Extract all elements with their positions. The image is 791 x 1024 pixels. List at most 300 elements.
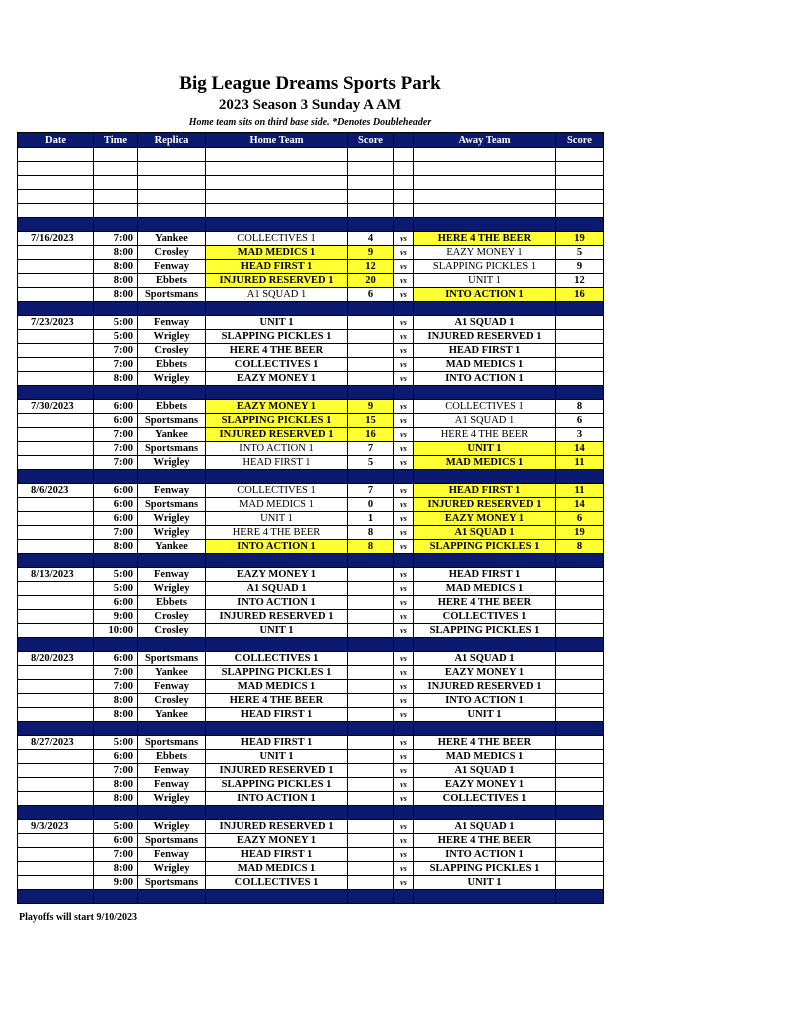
home-team-cell: HERE 4 THE BEER	[206, 344, 348, 358]
away-score-cell	[556, 708, 604, 722]
time-cell: 6:00	[94, 484, 138, 498]
vs-cell: vs	[394, 876, 414, 890]
replica-cell: Wrigley	[138, 512, 206, 526]
home-team-cell: INTO ACTION 1	[206, 792, 348, 806]
time-cell: 9:00	[94, 610, 138, 624]
table-row	[18, 288, 604, 302]
home-team-cell: INTO ACTION 1	[206, 596, 348, 610]
table-row	[18, 330, 604, 344]
blank-row	[18, 204, 604, 218]
separator-cell	[394, 554, 414, 568]
separator-cell	[556, 722, 604, 736]
separator-cell	[138, 890, 206, 904]
away-score-cell: 6	[556, 414, 604, 428]
away-score-cell	[556, 372, 604, 386]
home-score-cell: 15	[348, 414, 394, 428]
home-score-cell	[348, 792, 394, 806]
table-row	[18, 764, 604, 778]
date-cell	[18, 456, 94, 470]
away-score-cell	[556, 750, 604, 764]
home-score-cell: 9	[348, 246, 394, 260]
away-team-cell: HERE 4 THE BEER	[414, 428, 556, 442]
blank-cell	[94, 176, 138, 190]
vs-cell: vs	[394, 246, 414, 260]
date-cell	[18, 848, 94, 862]
vs-cell: vs	[394, 288, 414, 302]
schedule-body	[18, 148, 604, 904]
vs-cell: vs	[394, 834, 414, 848]
separator-cell	[556, 806, 604, 820]
separator-cell	[556, 638, 604, 652]
home-team-cell: INJURED RESERVED 1	[206, 428, 348, 442]
time-cell: 5:00	[94, 330, 138, 344]
away-score-cell	[556, 694, 604, 708]
home-team-cell: SLAPPING PICKLES 1	[206, 666, 348, 680]
time-cell: 6:00	[94, 512, 138, 526]
time-cell: 8:00	[94, 708, 138, 722]
replica-cell: Crosley	[138, 694, 206, 708]
vs-cell: vs	[394, 624, 414, 638]
vs-cell: vs	[394, 862, 414, 876]
blank-cell	[394, 204, 414, 218]
home-score-cell: 6	[348, 288, 394, 302]
separator-cell	[556, 470, 604, 484]
home-team-cell: MAD MEDICS 1	[206, 680, 348, 694]
replica-cell: Wrigley	[138, 792, 206, 806]
away-team-cell: A1 SQUAD 1	[414, 820, 556, 834]
away-team-cell: COLLECTIVES 1	[414, 610, 556, 624]
separator-cell	[206, 554, 348, 568]
date-cell	[18, 260, 94, 274]
time-cell: 10:00	[94, 624, 138, 638]
table-header-row	[18, 133, 604, 148]
away-score-cell	[556, 316, 604, 330]
table-row	[18, 414, 604, 428]
separator-cell	[94, 470, 138, 484]
separator-cell	[18, 218, 94, 232]
separator-cell	[414, 470, 556, 484]
date-cell	[18, 694, 94, 708]
blank-row	[18, 148, 604, 162]
separator-cell	[556, 554, 604, 568]
home-score-cell: 5	[348, 456, 394, 470]
time-cell: 8:00	[94, 246, 138, 260]
blank-cell	[18, 190, 94, 204]
away-team-cell: INTO ACTION 1	[414, 288, 556, 302]
home-team-cell: HEAD FIRST 1	[206, 456, 348, 470]
replica-cell: Ebbets	[138, 358, 206, 372]
table-row	[18, 694, 604, 708]
vs-cell: vs	[394, 232, 414, 246]
separator-cell	[18, 722, 94, 736]
table-row	[18, 708, 604, 722]
separator-cell	[394, 890, 414, 904]
time-cell: 7:00	[94, 232, 138, 246]
table-row	[18, 246, 604, 260]
table-row	[18, 274, 604, 288]
replica-cell: Yankee	[138, 428, 206, 442]
separator-cell	[348, 638, 394, 652]
time-cell: 9:00	[94, 876, 138, 890]
separator-cell	[206, 890, 348, 904]
vs-cell: vs	[394, 400, 414, 414]
week-separator	[18, 386, 604, 400]
date-cell	[18, 834, 94, 848]
away-score-cell: 5	[556, 246, 604, 260]
away-team-cell: HEAD FIRST 1	[414, 484, 556, 498]
home-team-cell: EAZY MONEY 1	[206, 372, 348, 386]
away-score-cell	[556, 736, 604, 750]
away-team-cell: UNIT 1	[414, 442, 556, 456]
home-score-cell	[348, 596, 394, 610]
vs-cell: vs	[394, 582, 414, 596]
home-score-cell	[348, 568, 394, 582]
date-cell	[18, 442, 94, 456]
home-team-cell: HERE 4 THE BEER	[206, 694, 348, 708]
week-separator	[18, 722, 604, 736]
column-header-time: Time	[94, 133, 138, 148]
home-team-cell: UNIT 1	[206, 624, 348, 638]
home-team-cell: COLLECTIVES 1	[206, 484, 348, 498]
table-row	[18, 232, 604, 246]
separator-cell	[138, 806, 206, 820]
away-score-cell	[556, 876, 604, 890]
separator-cell	[94, 554, 138, 568]
separator-cell	[18, 806, 94, 820]
away-score-cell	[556, 848, 604, 862]
home-score-cell	[348, 316, 394, 330]
home-score-cell: 7	[348, 484, 394, 498]
home-team-cell: SLAPPING PICKLES 1	[206, 414, 348, 428]
table-row	[18, 624, 604, 638]
vs-cell: vs	[394, 708, 414, 722]
date-cell	[18, 750, 94, 764]
blank-cell	[94, 162, 138, 176]
away-team-cell: SLAPPING PICKLES 1	[414, 540, 556, 554]
time-cell: 5:00	[94, 820, 138, 834]
separator-cell	[18, 302, 94, 316]
separator-cell	[348, 470, 394, 484]
date-cell: 7/23/2023	[18, 316, 94, 330]
table-row	[18, 484, 604, 498]
replica-cell: Yankee	[138, 232, 206, 246]
date-cell	[18, 610, 94, 624]
away-team-cell: INJURED RESERVED 1	[414, 498, 556, 512]
away-team-cell: EAZY MONEY 1	[414, 666, 556, 680]
time-cell: 8:00	[94, 260, 138, 274]
separator-cell	[138, 302, 206, 316]
separator-cell	[138, 638, 206, 652]
away-score-cell	[556, 596, 604, 610]
separator-cell	[18, 554, 94, 568]
table-row	[18, 666, 604, 680]
time-cell: 6:00	[94, 834, 138, 848]
separator-cell	[206, 806, 348, 820]
away-team-cell: EAZY MONEY 1	[414, 778, 556, 792]
column-header-vs	[394, 133, 414, 148]
blank-cell	[556, 190, 604, 204]
table-row	[18, 526, 604, 540]
separator-cell	[556, 218, 604, 232]
table-row	[18, 610, 604, 624]
separator-cell	[414, 218, 556, 232]
replica-cell: Crosley	[138, 344, 206, 358]
separator-cell	[556, 302, 604, 316]
home-team-cell: HEAD FIRST 1	[206, 708, 348, 722]
column-header-away-score: Score	[556, 133, 604, 148]
date-cell	[18, 596, 94, 610]
blank-cell	[556, 176, 604, 190]
replica-cell: Crosley	[138, 624, 206, 638]
away-team-cell: MAD MEDICS 1	[414, 582, 556, 596]
blank-cell	[414, 190, 556, 204]
replica-cell: Fenway	[138, 316, 206, 330]
home-score-cell	[348, 344, 394, 358]
column-header-replica: Replica	[138, 133, 206, 148]
date-cell	[18, 582, 94, 596]
table-row	[18, 400, 604, 414]
blank-cell	[348, 204, 394, 218]
vs-cell: vs	[394, 736, 414, 750]
replica-cell: Ebbets	[138, 400, 206, 414]
vs-cell: vs	[394, 316, 414, 330]
home-score-cell	[348, 624, 394, 638]
separator-cell	[206, 722, 348, 736]
table-row	[18, 344, 604, 358]
table-row	[18, 456, 604, 470]
table-row	[18, 778, 604, 792]
week-separator	[18, 302, 604, 316]
away-team-cell: INTO ACTION 1	[414, 372, 556, 386]
week-separator	[18, 554, 604, 568]
blank-cell	[556, 148, 604, 162]
column-header-home-team: Home Team	[206, 133, 348, 148]
time-cell: 7:00	[94, 442, 138, 456]
away-score-cell: 11	[556, 484, 604, 498]
blank-cell	[394, 190, 414, 204]
replica-cell: Sportsmans	[138, 288, 206, 302]
time-cell: 6:00	[94, 596, 138, 610]
date-cell: 7/16/2023	[18, 232, 94, 246]
home-score-cell	[348, 708, 394, 722]
date-cell: 8/27/2023	[18, 736, 94, 750]
home-score-cell	[348, 358, 394, 372]
time-cell: 8:00	[94, 862, 138, 876]
vs-cell: vs	[394, 526, 414, 540]
replica-cell: Ebbets	[138, 596, 206, 610]
date-cell	[18, 372, 94, 386]
vs-cell: vs	[394, 456, 414, 470]
vs-cell: vs	[394, 414, 414, 428]
away-team-cell: SLAPPING PICKLES 1	[414, 862, 556, 876]
home-score-cell	[348, 694, 394, 708]
replica-cell: Fenway	[138, 778, 206, 792]
vs-cell: vs	[394, 778, 414, 792]
week-separator	[18, 218, 604, 232]
replica-cell: Fenway	[138, 260, 206, 274]
replica-cell: Wrigley	[138, 456, 206, 470]
away-score-cell	[556, 610, 604, 624]
separator-cell	[394, 638, 414, 652]
replica-cell: Wrigley	[138, 330, 206, 344]
home-score-cell: 7	[348, 442, 394, 456]
replica-cell: Yankee	[138, 708, 206, 722]
time-cell: 6:00	[94, 652, 138, 666]
separator-cell	[206, 302, 348, 316]
away-team-cell: A1 SQUAD 1	[414, 652, 556, 666]
away-score-cell	[556, 358, 604, 372]
away-team-cell: HERE 4 THE BEER	[414, 232, 556, 246]
away-team-cell: INJURED RESERVED 1	[414, 680, 556, 694]
vs-cell: vs	[394, 596, 414, 610]
date-cell: 8/6/2023	[18, 484, 94, 498]
date-cell: 8/20/2023	[18, 652, 94, 666]
replica-cell: Sportsmans	[138, 834, 206, 848]
away-score-cell: 19	[556, 232, 604, 246]
away-score-cell: 9	[556, 260, 604, 274]
week-separator	[18, 638, 604, 652]
home-team-cell: SLAPPING PICKLES 1	[206, 330, 348, 344]
separator-cell	[394, 386, 414, 400]
separator-cell	[94, 806, 138, 820]
away-team-cell: COLLECTIVES 1	[414, 400, 556, 414]
separator-cell	[414, 302, 556, 316]
vs-cell: vs	[394, 484, 414, 498]
time-cell: 5:00	[94, 568, 138, 582]
away-score-cell	[556, 820, 604, 834]
home-score-cell	[348, 876, 394, 890]
home-score-cell	[348, 680, 394, 694]
time-cell: 7:00	[94, 526, 138, 540]
time-cell: 7:00	[94, 680, 138, 694]
date-cell	[18, 428, 94, 442]
separator-cell	[348, 554, 394, 568]
away-score-cell	[556, 624, 604, 638]
table-row	[18, 736, 604, 750]
away-score-cell: 16	[556, 288, 604, 302]
table-row	[18, 512, 604, 526]
separator-cell	[556, 386, 604, 400]
table-row	[18, 540, 604, 554]
time-cell: 5:00	[94, 582, 138, 596]
blank-row	[18, 162, 604, 176]
table-row	[18, 582, 604, 596]
replica-cell: Wrigley	[138, 862, 206, 876]
table-row	[18, 316, 604, 330]
away-team-cell: SLAPPING PICKLES 1	[414, 624, 556, 638]
separator-cell	[556, 890, 604, 904]
away-score-cell	[556, 330, 604, 344]
away-score-cell: 11	[556, 456, 604, 470]
vs-cell: vs	[394, 428, 414, 442]
time-cell: 8:00	[94, 372, 138, 386]
home-score-cell: 16	[348, 428, 394, 442]
separator-cell	[18, 890, 94, 904]
away-score-cell	[556, 666, 604, 680]
vs-cell: vs	[394, 498, 414, 512]
blank-cell	[394, 148, 414, 162]
away-score-cell: 3	[556, 428, 604, 442]
blank-cell	[94, 148, 138, 162]
separator-cell	[394, 302, 414, 316]
replica-cell: Sportsmans	[138, 498, 206, 512]
date-cell	[18, 288, 94, 302]
vs-cell: vs	[394, 764, 414, 778]
home-team-cell: INJURED RESERVED 1	[206, 764, 348, 778]
blank-cell	[348, 190, 394, 204]
home-team-cell: INTO ACTION 1	[206, 540, 348, 554]
time-cell: 6:00	[94, 750, 138, 764]
home-score-cell	[348, 862, 394, 876]
separator-cell	[94, 638, 138, 652]
time-cell: 8:00	[94, 792, 138, 806]
replica-cell: Fenway	[138, 568, 206, 582]
vs-cell: vs	[394, 260, 414, 274]
blank-cell	[18, 148, 94, 162]
away-score-cell: 6	[556, 512, 604, 526]
date-cell	[18, 764, 94, 778]
table-row	[18, 876, 604, 890]
blank-cell	[556, 204, 604, 218]
separator-cell	[394, 218, 414, 232]
away-team-cell: HEAD FIRST 1	[414, 568, 556, 582]
away-score-cell	[556, 680, 604, 694]
table-row	[18, 820, 604, 834]
blank-cell	[414, 162, 556, 176]
separator-cell	[414, 890, 556, 904]
separator-cell	[94, 302, 138, 316]
replica-cell: Yankee	[138, 540, 206, 554]
home-team-cell: INJURED RESERVED 1	[206, 610, 348, 624]
home-score-cell: 8	[348, 526, 394, 540]
date-cell	[18, 876, 94, 890]
home-score-cell	[348, 848, 394, 862]
vs-cell: vs	[394, 274, 414, 288]
blank-cell	[206, 148, 348, 162]
time-cell: 8:00	[94, 694, 138, 708]
replica-cell: Crosley	[138, 610, 206, 624]
table-row	[18, 834, 604, 848]
date-cell	[18, 512, 94, 526]
replica-cell: Wrigley	[138, 820, 206, 834]
blank-row	[18, 176, 604, 190]
away-team-cell: INTO ACTION 1	[414, 848, 556, 862]
away-score-cell	[556, 652, 604, 666]
replica-cell: Fenway	[138, 764, 206, 778]
table-row	[18, 862, 604, 876]
blank-cell	[206, 176, 348, 190]
away-team-cell: HERE 4 THE BEER	[414, 834, 556, 848]
time-cell: 8:00	[94, 778, 138, 792]
blank-cell	[138, 176, 206, 190]
separator-cell	[206, 218, 348, 232]
date-cell	[18, 330, 94, 344]
blank-cell	[18, 176, 94, 190]
blank-cell	[348, 162, 394, 176]
blank-cell	[94, 190, 138, 204]
home-team-cell: HERE 4 THE BEER	[206, 526, 348, 540]
blank-cell	[206, 204, 348, 218]
home-score-cell	[348, 330, 394, 344]
time-cell: 6:00	[94, 414, 138, 428]
blank-cell	[18, 204, 94, 218]
date-cell	[18, 498, 94, 512]
time-cell: 7:00	[94, 428, 138, 442]
home-score-cell: 4	[348, 232, 394, 246]
blank-cell	[206, 162, 348, 176]
home-team-cell: MAD MEDICS 1	[206, 498, 348, 512]
away-score-cell: 12	[556, 274, 604, 288]
